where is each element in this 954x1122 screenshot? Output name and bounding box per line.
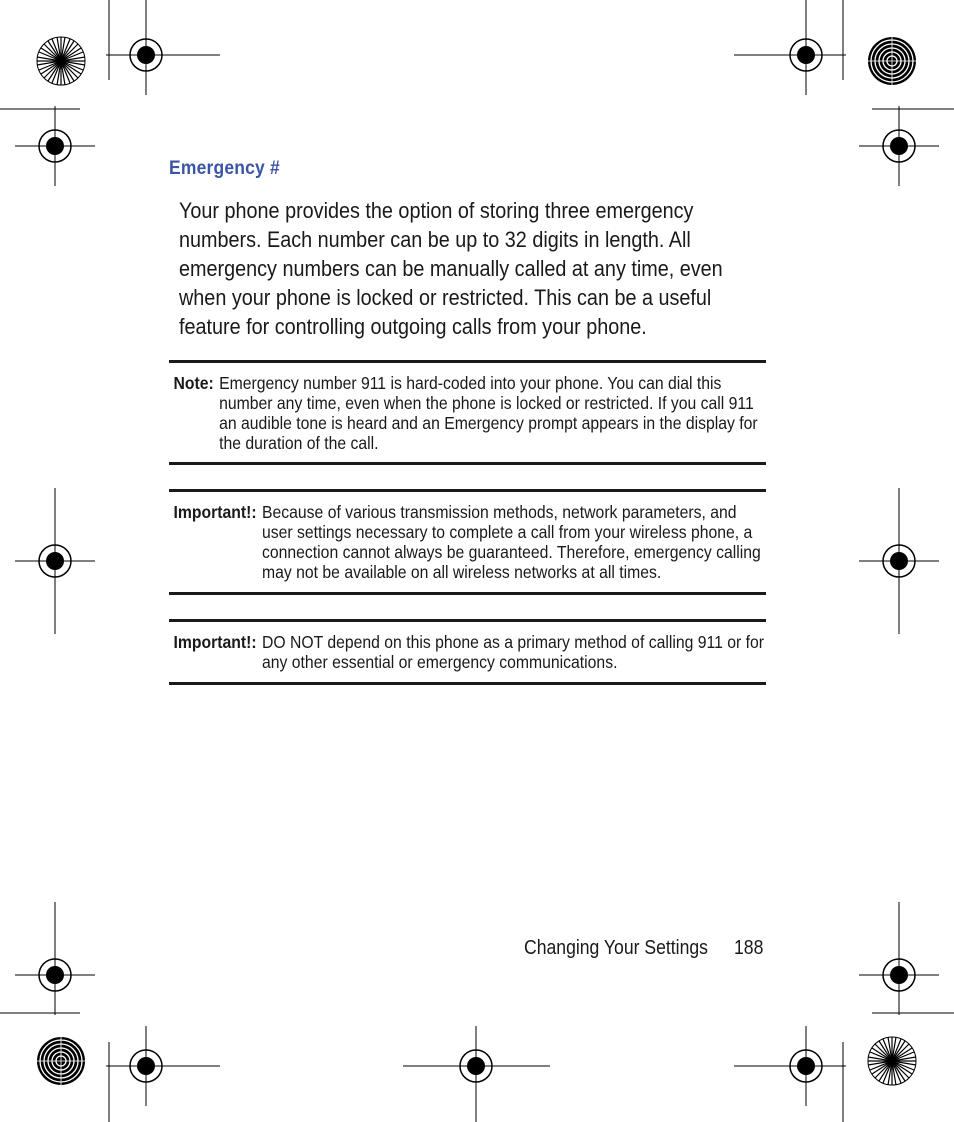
- important-text-1: Because of various transmission methods, network parameters, and user settings necessary to complete a call from your wireless phone, a connection cannot always be guaranteed. Therefore, emergency calling may not be available on all wireless networks at all times.: [262, 502, 761, 582]
- important-callout-1: [169, 489, 766, 595]
- section-body: Your phone provides the option of storing three emergency numbers. Each number can be up to 32 digits in length. All emergency numbers can be manually called at any time, even when your phone is locked or restricted. This can be a useful feature for controlling outgoing calls from your phone.: [179, 198, 723, 339]
- note-callout: [169, 360, 766, 465]
- important-row-1: [169, 492, 765, 582]
- footer-chapter: Changing Your Settings: [524, 937, 708, 959]
- important-row-2: [169, 622, 765, 672]
- important-label-2: Important!:: [173, 632, 257, 652]
- footer-page-number: 188: [734, 937, 764, 959]
- note-row: [169, 363, 765, 453]
- important-label-1: Important!:: [173, 502, 257, 522]
- important-text-2: DO NOT depend on this phone as a primary method of calling 911 or for any other essential or emergency communications.: [262, 632, 764, 672]
- note-label: Note:: [173, 373, 214, 393]
- note-text: Emergency number 911 is hard-coded into your phone. You can dial this number any time, even when the phone is locked or restricted. If you call 911 an audible tone is heard and an Emergency prompt appears in the display for the duration of the call.: [219, 373, 758, 453]
- section-heading: Emergency #: [169, 158, 280, 179]
- important-callout-2: [169, 619, 766, 685]
